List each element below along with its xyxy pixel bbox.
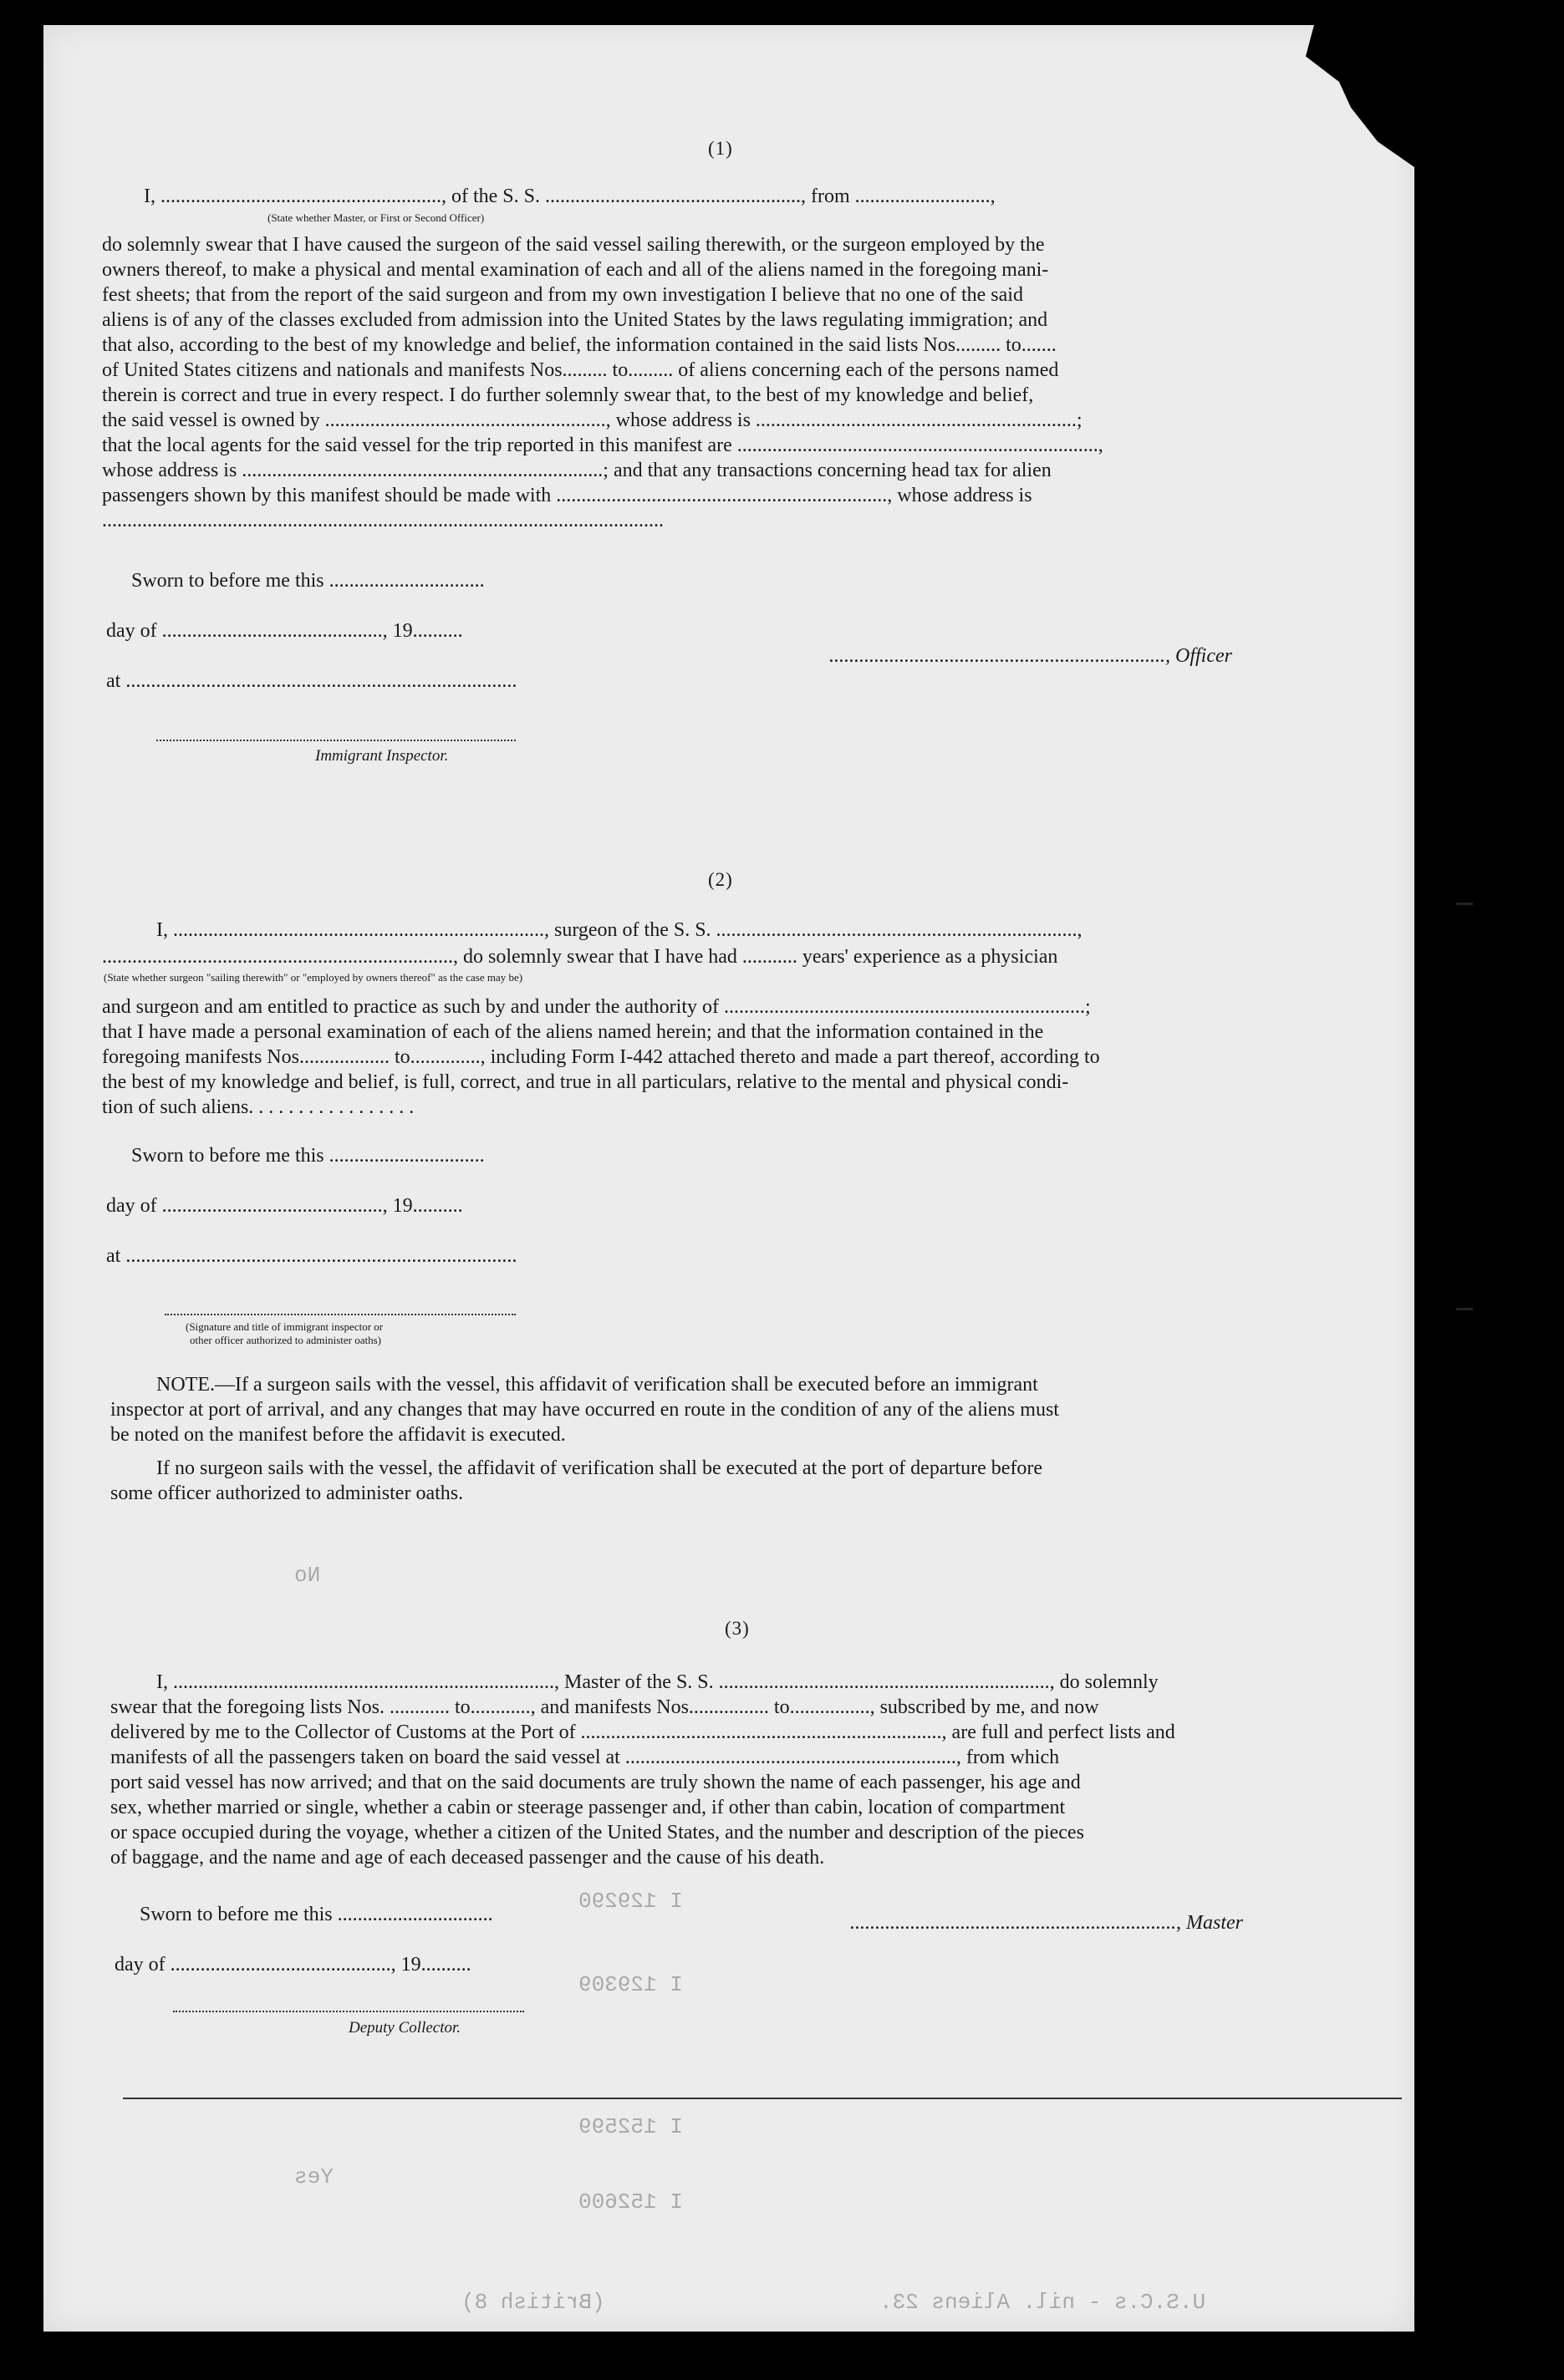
oath-body-line: whose address is ........................................................................; and that any transactions concerning head tax for alien [102, 460, 1052, 481]
sworn-before-line: Sworn to before me this ............................... [131, 1145, 485, 1167]
collector-body-line: sex, whether married or single, whether a cabin or steerage passenger and, if other than cabin, location of compartment [110, 1797, 1066, 1818]
surgeon-body-line: and surgeon and am entitled to practice as such by and under the authority of ........................................................................; [102, 996, 1091, 1018]
master-signature-line: ................................................................., Master [850, 1912, 1243, 1934]
oath-body-line: fest sheets; that from the report of the said surgeon and from my own investigation I believe that no one of the said [102, 284, 1023, 306]
bleed-through-text: I 152599 [578, 2114, 683, 2139]
oath-body-line: passengers shown by this manifest should be made with .................................................................., whose address is [102, 485, 1032, 506]
surgeon-body-line: tion of such aliens. . . . . . . . . . . . . . . . . [102, 1096, 415, 1118]
surgeon-experience-line: ......................................................................, do solemnly swear that I have had ........... years' experience as a physician [102, 946, 1058, 968]
bleed-through-text: I 129290 [578, 1889, 683, 1914]
torn-corner [1247, 25, 1414, 167]
oath-body-line: ................................................................................................................ [102, 510, 664, 531]
day-of-line: day of ............................................, 19.......... [106, 620, 463, 642]
bottom-rule [123, 2098, 1402, 2099]
collector-body-line: swear that the foregoing lists Nos. ............ to............, and manifests Nos................ to................, subscribed by me, and now [110, 1696, 1099, 1718]
bleed-through-text: I 152600 [578, 2189, 683, 2215]
oath-body-line: of United States citizens and nationals and manifests Nos......... to......... of aliens concerning each of the persons named [102, 359, 1059, 381]
inspector-signature-line [156, 740, 516, 742]
punch-hole [1431, 662, 1470, 700]
punch-hole [1435, 2077, 1474, 2115]
oath-body-line: aliens is of any of the classes excluded from admission into the United States by the laws regulating immigration; and [102, 309, 1048, 331]
form-page [43, 25, 1414, 2332]
section-3-number: (3) [725, 1618, 750, 1639]
sworn-before-line: Sworn to before me this ............................... [140, 1904, 493, 1925]
at-line: at .............................................................................. [106, 1245, 517, 1267]
bleed-through-text: U.S.C.s - nil. Aliens 23. [879, 2290, 1206, 2315]
bleed-through-text: (British 8) [461, 2290, 605, 2315]
surgeon-statement-line: I, .........................................................................., surgeon of the S. S. ........................................................................, [156, 919, 1083, 941]
bleed-through-text: No [294, 1563, 321, 1588]
collector-signature-line [173, 2011, 524, 2013]
note-line: inspector at port of arrival, and any changes that may have occurred en route in the condition of any of the aliens must [110, 1399, 1059, 1421]
collector-body-line: delivered by me to the Collector of Customs at the Port of ........................................................................, are full and perfect lists and [110, 1721, 1175, 1743]
sworn-before-line: Sworn to before me this ............................... [131, 570, 485, 592]
surgeon-statement-note: (State whether surgeon "sailing therewith" or "employed by owners thereof" as the case may be) [104, 971, 523, 984]
section-1-number: (1) [708, 138, 733, 159]
bleed-through-text: Yes [294, 2164, 334, 2189]
oath-body-line: the said vessel is owned by ........................................................, whose address is ................................................................; [102, 409, 1083, 431]
oath-body-line: owners thereof, to make a physical and mental examination of each and all of the aliens named in the foregoing mani- [102, 259, 1049, 281]
signature-note: (Signature and title of immigrant inspector or [186, 1320, 384, 1333]
punch-hole [1448, 2114, 1486, 2153]
collector-body-line: or space occupied during the voyage, whether a citizen of the United States, and the number and description of the pieces [110, 1822, 1084, 1843]
collector-body-line: manifests of all the passengers taken on board the said vessel at .................................................................., from which [110, 1747, 1060, 1768]
collector-body-line: of baggage, and the name and age of each deceased passenger and the cause of his death. [110, 1847, 825, 1869]
surgeon-body-line: foregoing manifests Nos.................. to.............., including Form I-442 attached thereto and made a part thereof, according to [102, 1046, 1100, 1068]
oath-body-line: therein is correct and true in every respect. I do further solemnly swear that, to the best of my knowledge and belief, [102, 384, 1034, 406]
note-line: be noted on the manifest before the affidavit is executed. [110, 1424, 566, 1446]
master-statement-line: I, ........................................................, of the S. S. ..................................................., from ..........................., [144, 186, 996, 207]
surgeon-body-line: the best of my knowledge and belief, is full, correct, and true in all particulars, relative to the mental and physical condi- [102, 1071, 1069, 1093]
inspector-label: Immigrant Inspector. [315, 747, 449, 765]
note-line: some officer authorized to administer oaths. [110, 1482, 464, 1504]
section-2-number: (2) [708, 869, 733, 890]
oath-body-line: that the local agents for the said vessel for the trip reported in this manifest are ........................................................................, [102, 435, 1103, 456]
day-of-line: day of ............................................, 19.......... [115, 1954, 471, 1976]
punch-hole [1431, 1185, 1470, 1223]
margin-mark [1456, 1308, 1473, 1310]
collector-label: Deputy Collector. [349, 2019, 461, 2037]
officer-signature-line: ..................................................................., Officer [829, 645, 1232, 667]
note-line: NOTE.—If a surgeon sails with the vessel, this affidavit of verification shall be executed before an immigrant [156, 1374, 1038, 1396]
punch-hole [1448, 274, 1486, 313]
collector-body-line: port said vessel has now arrived; and that on the said documents are truly shown the name of each passenger, his age and [110, 1772, 1081, 1793]
inspector-signature-line [165, 1314, 516, 1316]
surgeon-body-line: that I have made a personal examination of each of the aliens named herein; and that the information contained in the [102, 1021, 1044, 1043]
collector-body-line: I, ............................................................................, Master of the S. S. .................................................................., do solemnly [156, 1671, 1159, 1693]
oath-body-line: do solemnly swear that I have caused the surgeon of the said vessel sailing therewith, or the surgeon employed by the [102, 234, 1045, 256]
bleed-through-text: I 129309 [578, 1972, 683, 1997]
day-of-line: day of ............................................, 19.......... [106, 1195, 463, 1217]
at-line: at .............................................................................. [106, 670, 517, 692]
note-line: If no surgeon sails with the vessel, the affidavit of verification shall be executed at the port of departure before [156, 1457, 1043, 1479]
punch-hole [1431, 1584, 1470, 1623]
master-statement-note: (State whether Master, or First or Second Officer) [267, 211, 485, 224]
signature-note: other officer authorized to administer oaths) [190, 1334, 381, 1346]
margin-mark [1456, 903, 1473, 905]
oath-body-line: that also, according to the best of my knowledge and belief, the information contained in the said lists Nos......... to....... [102, 334, 1057, 356]
